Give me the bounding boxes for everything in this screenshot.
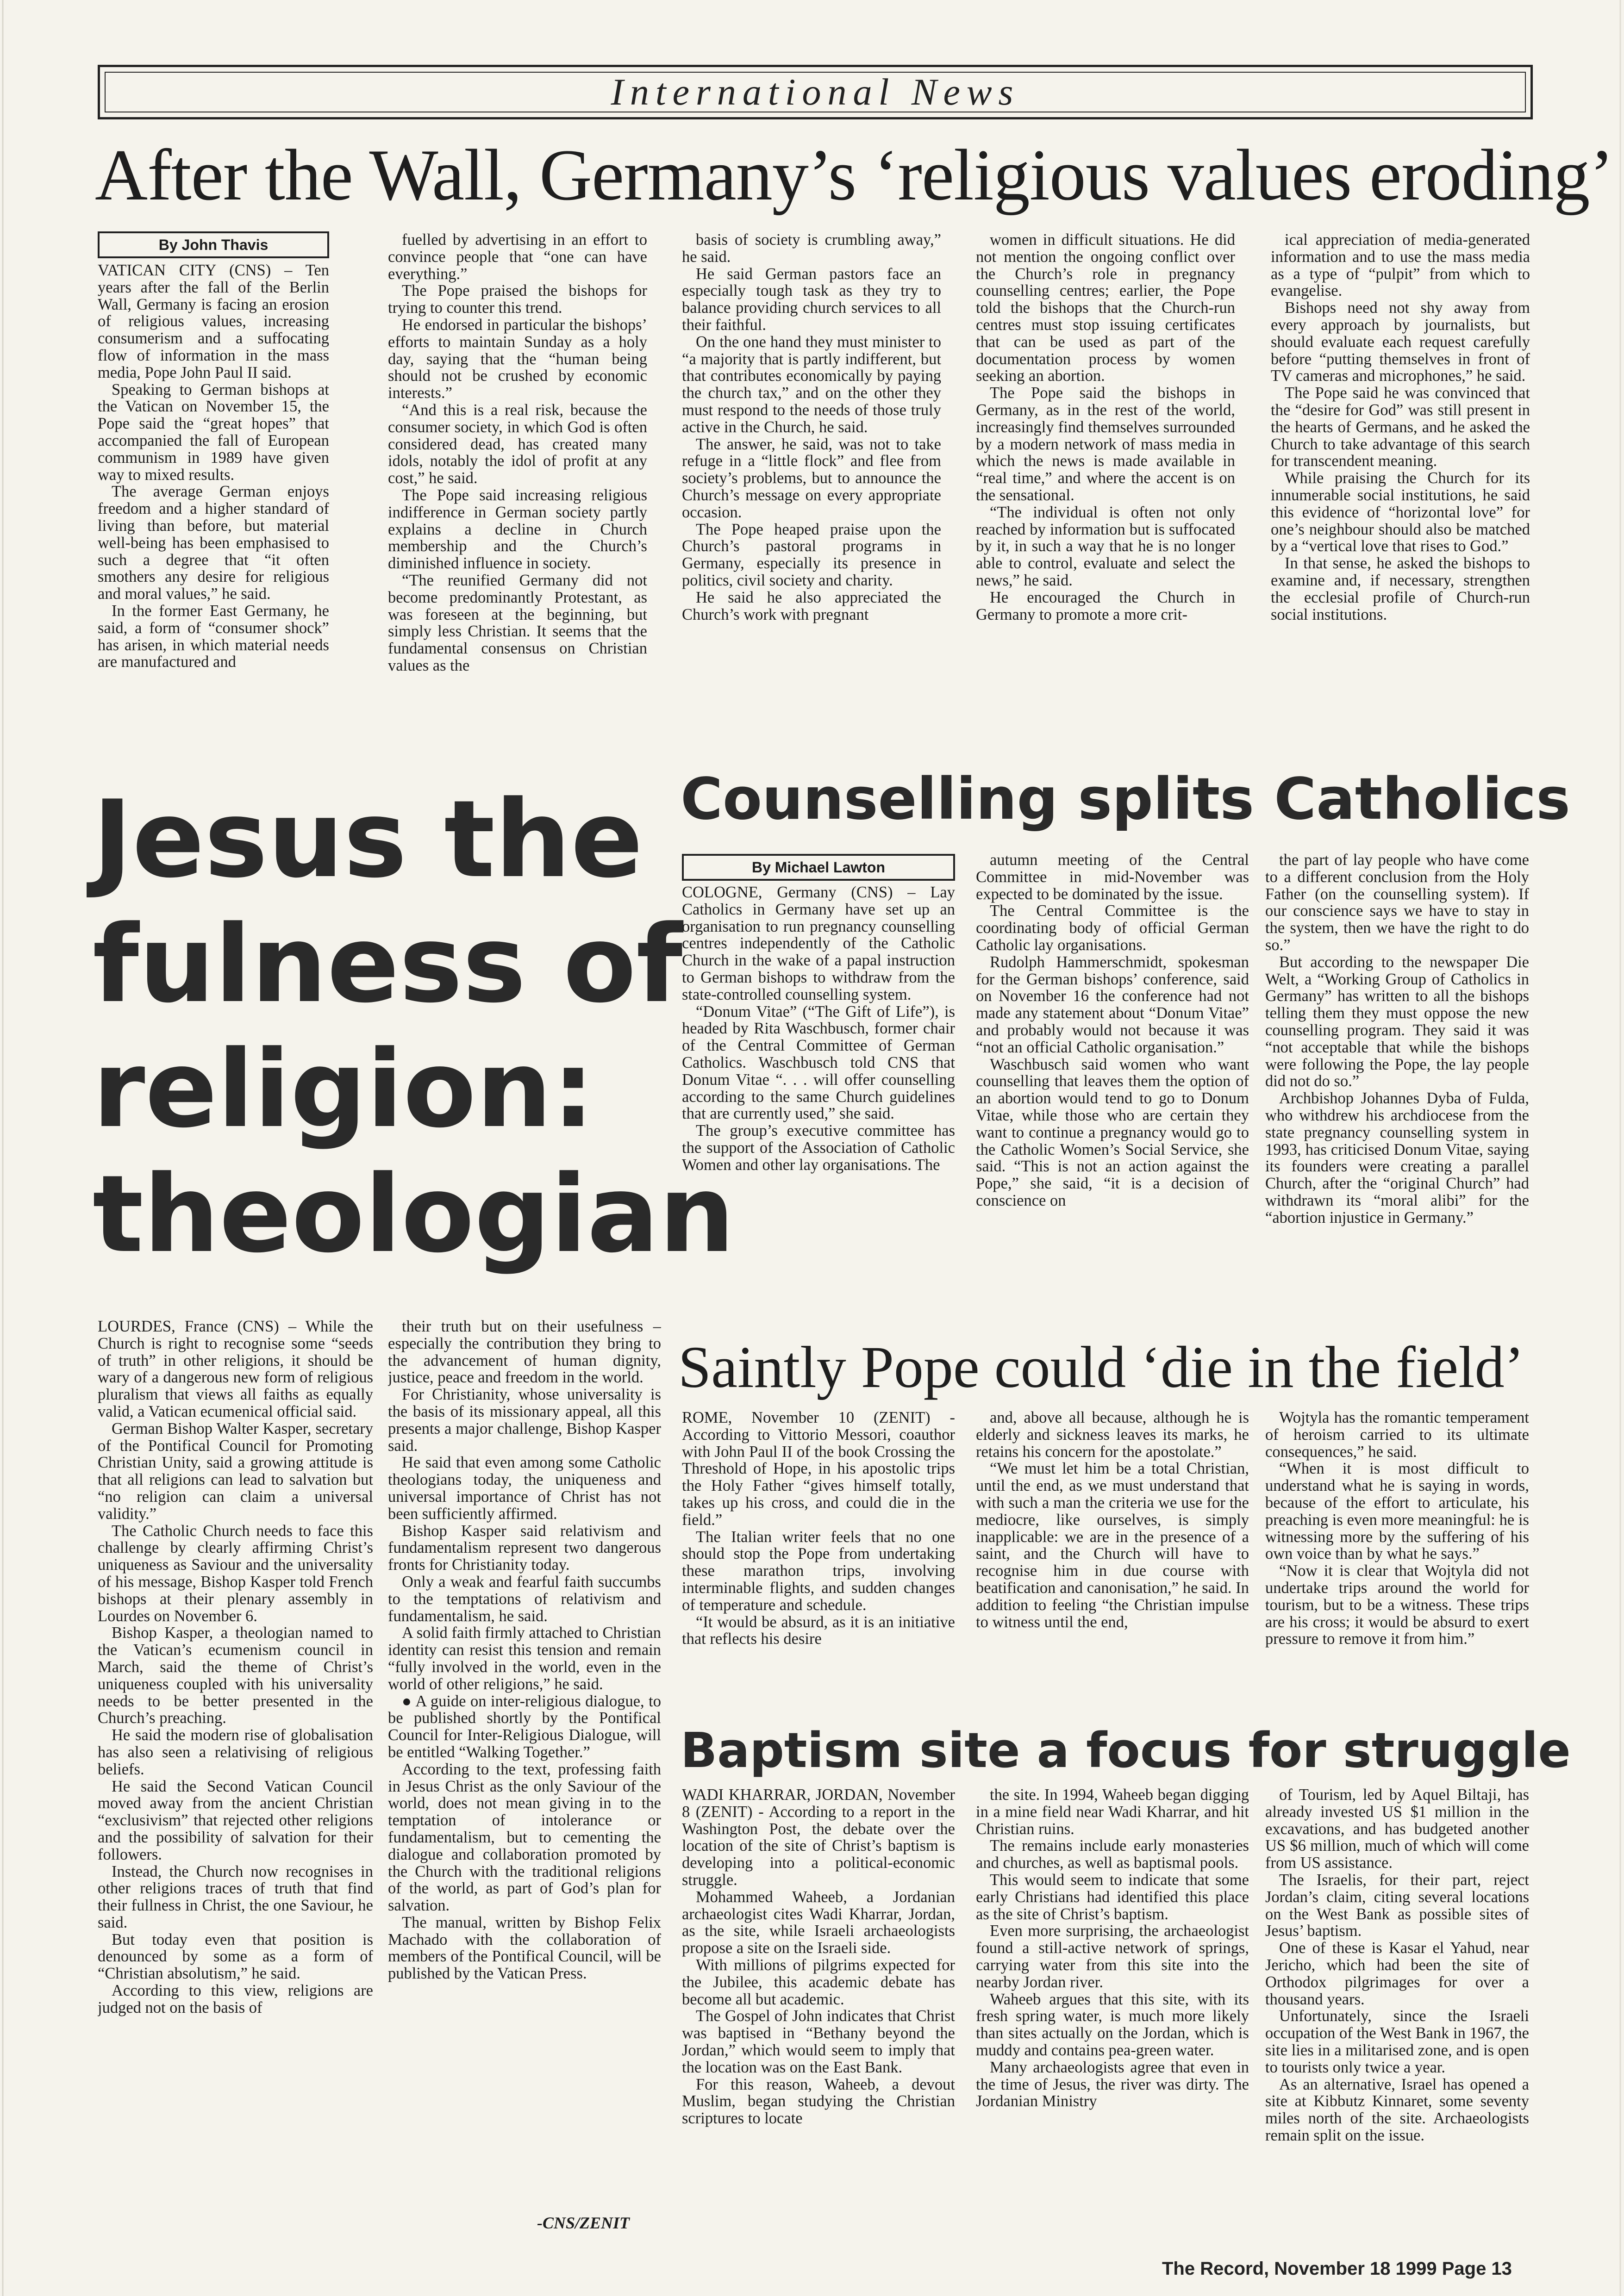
paragraph: Only a weak and fearful faith succumbs to the temptations of relativism and fundamentalism, he said. — [388, 1573, 661, 1625]
paragraph: Mohammed Waheeb, a Jordanian archaeologist cites Wadi Kharrar, Jordan, as the site, while Israeli archaeologists propose a site on the Israeli side. — [682, 1888, 955, 1957]
article-germany-col-2 — [388, 231, 647, 753]
article-germany-col-3 — [682, 231, 941, 753]
paragraph: Rudolph Hammerschmidt, spokesman for the German bishops’ conference, said on November 16 the conference had not made any statement about “Donum Vitae” and probably would not because it was “not an official Catholic organisation.” — [976, 953, 1249, 1056]
paragraph: He encouraged the Church in Germany to promote a more crit- — [976, 588, 1235, 623]
paragraph: The Central Committee is the coordinating body of official German Catholic lay organisations. — [976, 902, 1249, 954]
paragraph: and, above all because, although he is elderly and sickness leaves its marks, he retains his concern for the apostolate.” — [976, 1409, 1249, 1461]
headline-germany-values: After the Wall, Germany’s ‘religious values eroding’ — [95, 135, 1614, 216]
paragraph: fuelled by advertising in an effort to convince people that “one can have everything.” — [388, 231, 647, 283]
paragraph: He said that even among some Catholic theologians today, the uniqueness and universal importance of Christ has not been sufficiently affirmed. — [388, 1454, 661, 1523]
article-counselling-col-2 — [976, 852, 1249, 1328]
paragraph: The Pope heaped praise upon the Church’s pastoral programs in Germany, especially its presence in politics, civil society and charity. — [682, 520, 941, 589]
paragraph: “We must let him be a total Christian, until the end, as we must understand that with such a man the criteria we use for the mediocre, like ourselves, is simply inapplicable: we are in the presence of a saint, and the Church will have to recognise him in due course with beatification and canonisation,” he said. In addition to feeling “the Christian impulse to witness until the end, — [976, 1460, 1249, 1631]
headline-jesus-line-4: theologian — [93, 1153, 735, 1276]
paragraph: Wojtyla has the romantic temperament of heroism carried to its ultimate consequences,” he said. — [1265, 1409, 1529, 1461]
article-germany-col-5 — [1271, 231, 1530, 753]
headline-jesus-fulness — [93, 778, 735, 1287]
paragraph: This would seem to indicate that some early Christians had identified this place as the site of Christ’s baptism. — [976, 1871, 1249, 1923]
paragraph: While praising the Church for its innumerable social institutions, he said this evidence of “horizontal love” for one’s neighbour should also be matched by a “vertical love that rises to God.” — [1271, 469, 1530, 555]
paragraph: Bishops need not shy away from every approach by journalists, but should evaluate each request carefully before “putting themselves in front of TV cameras and microphones,” he said. — [1271, 299, 1530, 385]
paragraph: LOURDES, France (CNS) – While the Church is right to recognise some “seeds of truth” in other religions, it should be wary of a dangerous new form of religious pluralism that views all faiths as equally valid, a Vatican ecumenical official said. — [98, 1318, 373, 1420]
paragraph: He said he also appreciated the Church’s work with pregnant — [682, 588, 941, 623]
headline-baptism-site: Baptism site a focus for struggle — [681, 1722, 1571, 1779]
paragraph: In that sense, he asked the bishops to examine and, if necessary, strengthen the ecclesial profile of Church-run social institutions. — [1271, 554, 1530, 623]
headline-jesus-line-2: fulness of — [93, 903, 683, 1027]
paragraph: women in difficult situations. He did not mention the ongoing conflict over the Church’s role in pregnancy counselling centres; earlier, the Pope told the bishops that the Church-run centres must stop issuing certificates that can be used as part of the documentation process by women seeking an abortion. — [976, 231, 1235, 385]
paragraph: Waheeb argues that this site, with its fresh spring water, is much more likely than sites actually on the Jordan, which is muddy and contains pea-green water. — [976, 1990, 1249, 2059]
paragraph: Waschbusch said women who want counselling that leaves them the option of an abortion would tend to go to Donum Vitae, while those who are certain they want to continue a pregnancy would go to the Catholic Women’s Social Service, she said. “This is not an action against the Pope,” she said, “it is a decision of conscience on — [976, 1055, 1249, 1209]
paragraph: The answer, he said, was not to take refuge in a “little flock” and flee from society’s problems, but to announce the Church’s message on every appropriate occasion. — [682, 435, 941, 521]
paragraph: He said German pastors face an especially tough task as they try to balance providing church services to all their faithful. — [682, 265, 941, 334]
paragraph: “When it is most difficult to understand what he is saying in words, because of the effort to articulate, his preaching is even more meaningful: he is witnessing more by the suffering of his own voice than by what he says.” — [1265, 1460, 1529, 1563]
paragraph: For this reason, Waheeb, a devout Muslim, began studying the Christian scriptures to locate — [682, 2075, 955, 2128]
paragraph: the part of lay people who have come to a different conclusion from the Holy Father (on the counselling system). If our conscience says we have to stay in the system, then we have the right to do so.” — [1265, 852, 1529, 954]
paragraph: The Pope said he was convinced that the “desire for God” was still present in the hearts of Germans, and he asked the Church to take advantage of this search for transcendent meaning. — [1271, 384, 1530, 470]
paragraph: The Pope said the bishops in Germany, as in the rest of the world, increasingly find themselves surrounded by a modern network of mass media in which the news is made available in “real time,” and where the accent is on the sensational. — [976, 384, 1235, 504]
paragraph: The average German enjoys freedom and a higher standard of living than before, but material well-being has been emphasised to such a degree that “it often smothers any desire for religious and moral values,” he said. — [98, 483, 329, 603]
article-pope-col-3 — [1265, 1409, 1529, 1715]
paragraph: Even more surprising, the archaeologist found a still-active network of springs, carrying water from this site into the nearby Jordan river. — [976, 1922, 1249, 1991]
paragraph: For Christianity, whose universality is the basis of its missionary appeal, all this presents a major challenge, Bishop Kasper said. — [388, 1386, 661, 1455]
headline-counselling: Counselling splits Catholics — [681, 766, 1570, 833]
paragraph: One of these is Kasar el Yahud, near Jericho, which had been the site of Orthodox pilgrimages for over a thousand years. — [1265, 1939, 1529, 2008]
article-jesus-col-2 — [388, 1318, 661, 2211]
paragraph: As an alternative, Israel has opened a site at Kibbutz Kinnaret, some seventy miles north of the site. Archaeologists remain split on the issue. — [1265, 2075, 1529, 2144]
paragraph: He endorsed in particular the bishops’ efforts to maintain Sunday as a holy day, saying that the “human being should not be crushed by economic interests.” — [388, 316, 647, 402]
article-baptism-col-1 — [682, 1786, 955, 2240]
article-germany-col-1 — [98, 262, 329, 753]
paragraph: “The reunified Germany did not become predominantly Protestant, as was foreseen at the beginning, but simply less Christian. It seems that the fundamental consensus on Christian values as the — [388, 571, 647, 674]
byline-thavis: By John Thavis — [98, 231, 329, 258]
paragraph: Bishop Kasper said relativism and fundamentalism represent two dangerous fronts for Christianity today. — [388, 1522, 661, 1574]
paragraph: The remains include early monasteries and churches, as well as baptismal pools. — [976, 1837, 1249, 1872]
paragraph: The Catholic Church needs to face this challenge by clearly affirming Christ’s uniqueness as Saviour and the universality of his message, Bishop Kasper told French bishops at their plenary assembly in Lourdes on November 6. — [98, 1522, 373, 1625]
byline-lawton: By Michael Lawton — [682, 854, 955, 881]
paragraph: VATICAN CITY (CNS) – Ten years after the fall of the Berlin Wall, Germany is facing an erosion of religious values, increasing consumerism and a suffocating flow of information in the mass media, Pope John Paul II said. — [98, 262, 329, 381]
paragraph: Speaking to German bishops at the Vatican on November 15, the Pope said the “great hopes” that accompanied the fall of European communism in 1989 have given way to mixed results. — [98, 380, 329, 484]
paragraph: Instead, the Church now recognises in other religions traces of truth that find their fullness in Christ, the one Saviour, he said. — [98, 1862, 373, 1931]
paragraph: The Pope praised the bishops for trying to counter this trend. — [388, 282, 647, 317]
section-banner-title: International News — [611, 71, 1020, 113]
paragraph: But according to the newspaper Die Welt, a “Working Group of Catholics in Germany” has written to all the bishops telling them they must oppose the new counselling program. They said it was “not acceptable that while the bishops were following the Pope, the lay people did not do so.” — [1265, 953, 1529, 1090]
paragraph: ROME, November 10 (ZENIT) - According to Vittorio Messori, coauthor with John Paul II of the book Crossing the Threshold of Hope, in his apostolic trips the Holy Father “gives himself totally, takes up his cross, and could die in the field.” — [682, 1409, 955, 1529]
paragraph: The Gospel of John indicates that Christ was baptised in “Bethany beyond the Jordan,” which would seem to imply that the location was on the East Bank. — [682, 2007, 955, 2076]
paragraph: COLOGNE, Germany (CNS) – Lay Catholics in Germany have set up an organisation to run pregnancy counselling centres independently of the Catholic Church in the wake of a papal instruction to German bishops to withdraw from the state-controlled counselling system. — [682, 884, 955, 1003]
paragraph: In the former East Germany, he said, a form of “consumer shock” has arisen, in which material needs are manufactured and — [98, 602, 329, 671]
paragraph: He said the Second Vatican Council moved away from the ancient Christian “exclusivism” that rejected other religions and the possibility of salvation for their followers. — [98, 1777, 373, 1863]
article-germany-col-4 — [976, 231, 1235, 753]
article-jesus-col-1 — [98, 1318, 373, 2239]
paragraph: German Bishop Walter Kasper, secretary of the Pontifical Council for Promoting Christian Unity, said a growing attitude is that all religions can lead to salvation but “no religion can claim a universal validity.” — [98, 1419, 373, 1523]
paragraph: of Tourism, led by Aquel Biltaji, has already invested US $1 million in the excavations, and has budgeted another US $6 million, much of which will come from US assistance. — [1265, 1786, 1529, 1872]
headline-saintly-pope: Saintly Pope could ‘die in the field’ — [678, 1334, 1524, 1400]
paragraph: But today even that position is denounced by some as a form of “Christian absolutism,” he said. — [98, 1930, 373, 1983]
article-counselling-col-3 — [1265, 852, 1529, 1328]
paragraph: the site. In 1994, Waheeb began digging in a mine field near Wadi Kharrar, and hit Christian ruins. — [976, 1786, 1249, 1838]
paragraph: autumn meeting of the Central Committee in mid-November was expected to be dominated by the issue. — [976, 852, 1249, 903]
paragraph: their truth but on their usefulness – especially the contribution they bring to the advancement of human dignity, justice, peace and freedom in the world. — [388, 1318, 661, 1387]
paragraph: “The individual is often not only reached by information but is suffocated by it, in such a way that he is no longer able to control, evaluate and select the news,” he said. — [976, 503, 1235, 589]
paragraph: Many archaeologists agree that even in the time of Jesus, the river was dirty. The Jordanian Ministry — [976, 2058, 1249, 2110]
paragraph: The Israelis, for their part, reject Jordan’s claim, citing several locations on the West Bank as possible sites of Jesus’ baptism. — [1265, 1871, 1529, 1940]
headline-jesus-line-3: religion: — [93, 1028, 595, 1151]
paragraph: ical appreciation of media-generated information and to use the mass media as a type of “pulpit” from which to evangelise. — [1271, 231, 1530, 300]
paragraph: “It would be absurd, as it is an initiative that reflects his desire — [682, 1613, 955, 1648]
paragraph: With millions of pilgrims expected for the Jubilee, this academic debate has become all but academic. — [682, 1956, 955, 2008]
page-footer: The Record, November 18 1999 Page 13 — [1162, 2259, 1512, 2279]
credit-cns-zenit: -CNS/ZENIT — [537, 2214, 630, 2232]
paragraph: The Pope said increasing religious indifference in German society partly explains a decline in Church membership and the Church’s diminished influence in society. — [388, 486, 647, 572]
article-pope-col-1 — [682, 1409, 955, 1715]
article-baptism-col-2 — [976, 1786, 1249, 2240]
paragraph: WADI KHARRAR, JORDAN, November 8 (ZENIT) - According to a report in the Washington Post, the debate over the location of the site of Christ’s baptism is developing into a political-economic struggle. — [682, 1786, 955, 1889]
paragraph: Unfortunately, since the Israeli occupation of the West Bank in 1967, the site lies in a militarised zone, and is open to tourists only twice a year. — [1265, 2007, 1529, 2076]
paragraph: “And this is a real risk, because the consumer society, in which God is often considered dead, has created many idols, notably the idol of profit at any cost,” he said. — [388, 401, 647, 487]
paragraph: The Italian writer feels that no one should stop the Pope from undertaking these marathon trips, involving interminable flights, and sudden changes of temperature and schedule. — [682, 1528, 955, 1614]
paragraph: According to the text, professing faith in Jesus Christ as the only Saviour of the world, does not mean giving in to the temptation of intolerance or fundamentalism, but to cementing the dialogue and collaboration promoted by the Church with the traditional religions of the world, as part of God’s plan for salvation. — [388, 1760, 661, 1915]
article-pope-col-2 — [976, 1409, 1249, 1715]
headline-jesus-line-1: Jesus the — [93, 778, 643, 902]
paragraph: Bishop Kasper, a theologian named to the Vatican’s ecumenism council in March, said the theme of Christ’s uniqueness coupled with his universality needs to be better presented in the Church’s preaching. — [98, 1624, 373, 1727]
paragraph: On the one hand they must minister to “a majority that is partly indifferent, but that contributes economically by paying the church tax,” and on the other they must respond to the needs of those truly active in the Church, he said. — [682, 333, 941, 436]
section-banner — [98, 65, 1533, 119]
paragraph: The manual, written by Bishop Felix Machado with the collaboration of members of the Pontifical Council, will be published by the Vatican Press. — [388, 1913, 661, 1983]
paragraph: “Donum Vitae” (“The Gift of Life”), is headed by Rita Waschbusch, former chair of the Central Committee of German Catholics. Waschbusch told CNS that Donum Vitae “. . . will offer counselling according to the same Church guidelines that are currently used,” she said. — [682, 1002, 955, 1123]
paragraph: Archbishop Johannes Dyba of Fulda, who withdrew his archdiocese from the state pregnancy counselling system in 1993, has criticised Donum Vitae, saying its founders were creating a parallel Church, after the “original Church” had withdrawn its “moral alibi” for the “abortion injustice in Germany.” — [1265, 1089, 1529, 1226]
paragraph: A solid faith firmly attached to Christian identity can resist this tension and remain “fully involved in the world, even in the world of other religions,” he said. — [388, 1624, 661, 1693]
paragraph: “Now it is clear that Wojtyla did not undertake trips around the world for tourism, but to be a witness. These trips are his cross; it would be absurd to exert pressure to remove it from him.” — [1265, 1562, 1529, 1648]
article-counselling-col-1 — [682, 884, 955, 1328]
article-baptism-col-3 — [1265, 1786, 1529, 2240]
paragraph: The group’s executive committee has the support of the Association of Catholic Women and other lay organisations. The — [682, 1122, 955, 1174]
paragraph: According to this view, religions are judged not on the basis of — [98, 1982, 373, 2016]
paragraph: He said the modern rise of globalisation has also seen a relativising of religious beliefs. — [98, 1726, 373, 1778]
paragraph: basis of society is crumbling away,” he said. — [682, 231, 941, 266]
paragraph: ● A guide on inter-religious dialogue, to be published shortly by the Pontifical Council for Inter-Religious Dialogue, will be entitled “Walking Together.” — [388, 1692, 661, 1761]
